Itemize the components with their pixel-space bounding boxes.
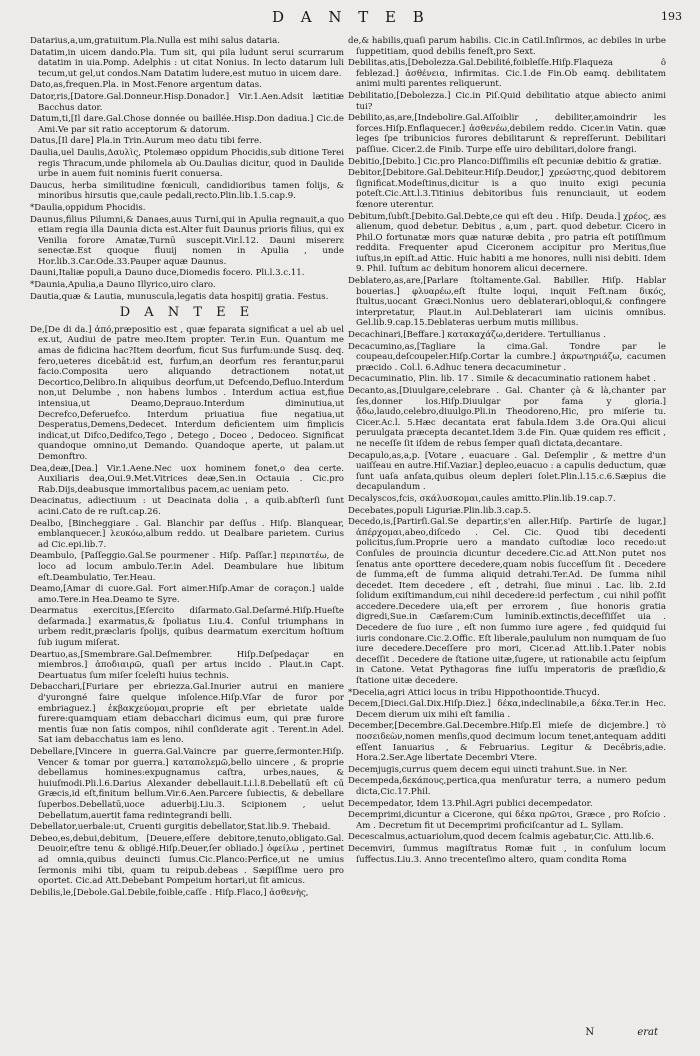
dictionary-entry: Debacchari,[Furiare per ebriezza.Gal.Inurier autrui en maniere d'yurongné faire quelque inſolence.Hiſp.Vſar de furor por embriaguez.] ἐκβακχεύομαι,proprie eſt per ebrietate ualde furere:quamquam etiam debacchari dicimus eum, qui præ furore mentis ſuæ non ſatis compos, nihil conſiderate agit . Terent.in Adel. Sat iam debacchatus iam es leno. [30,682,344,746]
page-number: 193 [661,10,682,23]
dictionary-entry: Debilitatio,[Debolezza.] Cic.in Piſ.Quid debilitatio atque abiecto animi tui? [348,90,666,112]
dictionary-entry: Decempeda,δεκάπους,pertica,qua menſuratur terra, a numero pedum dicta,Cic.17.Phil. [348,776,666,797]
dictionary-entry: Decem,[Dieci.Gal.Dix.Hiſp.Diez.] δέκα,indeclinabile,a δέκα.Ter.in Hec. Decem dierum uix mihi eſt familia . [348,699,666,720]
dictionary-entry: Debitor,[Debitore.Gal.Debiteur.Hiſp.Deudor,] χρεώστης,quod debitorem ſignificat.Modeſtinus,dicitur is a quo inuito exigi pecunia poteſt.Cic.Att.l.3.Titinius debitoribus ſuis renunciauit, ut eodem fœnore uterentur. [348,168,666,210]
dictionary-entry: Debellare,[Vincere in guerra.Gal.Vaincre par guerre,ſermonter.Hiſp. Vencer & tomar por guerra.] καταπολεμῶ,bello uincere , & proprie debellamus homines:expugnamus caſtra, urbes,naues, & huiuſmodi.Pli.l.6.Darius Alexander debellauit.Li.l.8.Debellatū eſt cū Græcis,id eſt,finitum bellum.Vir.6.Aen.Parcere ſubiectis, & debellare ſuperbos.Debellatū,uoce aduerbij.Liu.3. Scipionem , uelut Debellatum,auertit fama redintegrandi belli. [30,747,344,821]
dictionary-entry: Decedo,is,[Partirſi.Gal.Se departir,s'en aller.Hiſp. Partirſe de lugar,] ἀπέρχομαι,abeo,diſcedo . Cel. Cic. Quod tibi decedenti policitus,ſum.Proprie uero a mandato cuſtodiæ loco recedo:ut Conſules de prouincia dicuntur decedere.Cic.ad Att.Non putet nos ſenatus ante oporttere decedere,quam nobis ſucceſſum ſit . Decedere de ſumma,eſt de ſumma aliquid detrahi.Ter.Ad. De ſumma nihil decedet. Item decedere , eſt , detrahi, ſiue minui . Lac. lib. 2.Id ſolidum exiſtimandum,cui nihil decedere:id perfectum , cui nihil poſſit accedere.Decedere uia,eſt per errorem , ſiue honoris gratia digredi,Sue.in Cæſarem:Cum luminib.extinctis,deceſſiſſet uia . Decedere de ſuo iure , eſt non ſummo iure agere , fed quidquid ſui iuris condonare.Cic.2.Offic. Eſt liberale,paululum non numquam de ſuo iure decedere.Deceſſere pro mori, Cicer.ad Att.lib.1.Pater nobis deceſſit . Decedere de ſtatione uitæ,ſugere, ut rationabile actu ſeipſum in Catone. Vetat Pythagoras fine iuſſu imperatoris de præſidio,& ſtatione uitæ decedere. [348,517,666,687]
right-column [348,36,666,866]
header-title: D A N T E B [272,8,430,26]
dictionary-entry: Debeo,es,debui,debitum, [Deuere,eſſere debitore,tenuto,obligato.Gal. Deuoir,eſtre tenu & obligé.Hiſp.Deuer,ſer obliado.] ὀφείλω , pertinet ad omnia,quibus deuincti ſumus.Cic.Planco:Perfice,ut ne umius ſermonis mihi tibi, quam tu reipub.debeas . Sæpiſſime uero pro oportet. Cic.ad Att.Debebant Pompeium hortari,ut ſit amicus. [30,833,344,887]
dictionary-entry: Debilis,le,[Debole.Gal.Debile,foible,caſſe . Hiſp.Flaco,] ἀσθενὴς, [30,887,309,898]
dictionary-entry: Dauni,Italiæ populi,a Dauno duce,Diomedis focero. Pli.l.3.c.11. [30,268,305,279]
dictionary-entry: Dator,ris,[Datore.Gal.Donneur.Hisp.Donador.] Vir.1.Aen.Adsit lætitiæ Bacchus dator. [30,91,344,113]
dictionary-entry: *Decelia,agri Attici locus in tribu Hippothoontide.Thucyd. [348,687,600,698]
dictionary-entry: Decalyscos,fcis, σκάλυσκομαι,caules amitto.Plin.lib.19.cap.7. [348,493,616,504]
dictionary-entry: Decemprimi,dicuntur a Cicerone, qui δέκα πρῶτοι, Græce , pro Roſcio . Am . Decretum fit ut Decemprimi proficiſcantur ad L. Syllam. [348,810,666,831]
dictionary-entry: Decemviri, ſummus magiſtratus Romæ fuit , in conſulum locum ſuffectus.Liu.3. Anno trecenteſimo altero, quam condita Roma [348,843,666,865]
dictionary-entry: De,[De di da.] ἀπό,præpositio est , quæ feparata significat a uel ab uel ex.ut, Audiui de patre meo.Item propter. Ter.in Eun. Quantum me amas de fidicina hac?Item deorfum, ficut Sus furfum:unde Susq. deq. fero,ueteres dicebāt:id est, furfum,an deorfum res ferantur,parui facio.Composita uero aliquando detractionem notat,ut Decortico,Delibro.In aliquibus deorfum,ut Defcendo,Defluo.Interdum non,ut Delumbe , non habens lumbos . Interdum actiua est,fiue intensiua,ut Deamo,Deprauo.Interdum diminutiua,ut Decrefco,Deferuefco. Interdum priuatiua fiue negatiua,ut Desperatus,Demens,Dedecet. Interdum deficientem uim fimplicis indicat,ut Difco,Dedifco,Tego , Detego , Doceo , Dedoceo. Significat quandoque omnino,ut Demando. Quandoque aperte, ut palam.ut Demonftro. [30,324,344,462]
dictionary-entry: Deamo,[Amar di cuore.Gal. Fort aimer.Hiſp.Amar de coraçon.] ualde amo.Tere.in Hea.Deamo te Syre. [30,584,344,605]
page-footer [585,1027,658,1038]
dictionary-entry: Decachinari,[Beffare.] κατακαχάζω,deridere. Tertullianus . [348,330,606,341]
catchword: erat [637,1027,658,1038]
signature-mark: N [585,1027,595,1038]
dictionary-entry: Deacinatus, adiectiuum : ut Deacinata dolia , a quib.abſterſi ſunt acini.Cato de re ruſt.cap.26. [30,496,344,517]
dictionary-entry: Decacuminatio, Plin. lib. 17 . Simile & decacuminatio rationem habet . [348,374,656,385]
dictionary-entry: *Daulia,oppidum Phocidis. [30,202,146,213]
left-entries-bottom [30,325,344,898]
dictionary-entry: Decapulo,as,a,p. [Votare , euacuare . Gal. Deſemplir , & mettre d'un uaiſſeau en autre.Hiſ.Vaziar.] depleo,euacuo : a capulis deductum, quæ ſunt uaſa anſata,quibus oleum depleri ſolet.Plin.l.15.c.6.Sæpius die decapulandum . [348,450,666,493]
dictionary-entry: Debellator,uerbale:ut, Cruenti gurgitis debellator,Stat.lib.9. Thebaid. [30,822,331,833]
section-heading [30,305,344,321]
dictionary-entry: Deambulo, [Paſſeggio.Gal.Se pourmener . Hiſp. Paſſar.] περιπατέω, de loco ad locum ambulo.Ter.in Adel. Deambulare hue libitum eſt.Deambulatio, Ter.Heau. [30,551,344,583]
dictionary-entry: Decacumino,as,[Tagliare la cima.Gal. Tondre par le coupeau,deſcoupeler.Hiſp.Cortar la cumbre.] ἀκρωτηριάζω, cacumen præcido . Col.l. 6.Adhuc tenera decacuminetur . [348,341,666,373]
dictionary-entry: Datus,[Il dare] Pla.in Trin.Aurum meo datu tibi ferre. [30,136,262,147]
dictionary-entry: Decempedator, Idem 13.Phil.Agri publici decempedator. [348,798,593,809]
dictionary-entry: Decescalmus,actuariolum,quod decem ſcalmis agebatur,Cic. Atti.lib.6. [348,832,654,843]
section-heading-text: D A N T E E [119,305,255,321]
left-column [30,36,344,899]
dictionary-entry: Datarius,a,um,gratuitum.Pla.Nulla est mihi salus dataria. [30,36,280,46]
running-header [0,8,700,30]
left-entries-top [30,36,344,302]
dictionary-entry: December,[Decembre.Gal.Decembre.Hiſp.El mieſe de dicjembre.] τὸ ποσειδεὼν,nomen menſis,quod decimum locum tenet,antequam additi eſſent Ianuarius , & Februarius. Legitur & Decēbris,adie. Hora.2.Ser.Age libertate Decembri Vtere. [348,721,666,764]
dictionary-entry: Debitio,[Debito.] Cic.pro Planco:Diſſimilis eſt pecuniæ debitio & gratiæ. [348,156,662,167]
dictionary-entry: Daulia,uel Daulis,Δαυλὶς, Ptolemæo oppidum Phocidis,sub ditione Terei regis Thracum,unde philomela ab Ou.Daulias dicitur, quod in Daulide urbe in auem fuit nominis fuerit conuersa. [30,147,344,180]
dictionary-entry: Daunus,filius Pilumni,& Danaes,auus Turni,qui in Apulia regnauit,a quo etiam regia illa Daunia dicta est.Alter fuit Daunus prioris filius, qui ex Venilia forore Amatæ,Turnū suscepit.Vir.l.12. Dauni misererɛ senectæ.Est quoque fluuij nomen in Apulia , unde Hor.lib.3.Car.Ode.33.Pauper aquæ Daunus. [30,214,344,267]
dictionary-entry: Dea,deæ,[Dea.] Vir.1.Aene.Nec uox hominem fonet,o dea certe. Auxiliaris dea,Oui.9.Met.Vitrices deæ,Sen.in Octauia . Cic.pro Rab.Dijs,deabusque immortalibus pacem,ac ueniam peto. [30,463,344,495]
dictionary-entry: de,& habilis,quaſi parum habilis. Cic.in Catil.Inſirmos, ac debiles in urbe ſuppetitiam, quod debilis feneſt,pro Sext. [348,36,666,57]
dictionary-entry: Debilitas,atis,[Debolezza.Gal.Debilité,foibleſſe.Hiſp.Flaqueza ô feblezad.] ἀσθένεια, infirmitas. Cic.1.de Fin.Ob eamq. debilitatem animi multi parentes reliquerunt. [348,58,666,90]
dictionary-entry: Datatim,in uicem dando.Pla. Tum sit, qui pila ludunt serui scurrarum datatim in uia.Pomp. Adelphis : ut citat Nonius. In lecto datarum luli tecum,ut gel,ut condos.Nam Datatim ludere,est mutuo in uicem dare. [30,47,344,79]
dictionary-entry: Debilito,as,are,[Indebolire.Gal.Aſſoiblir , debiliter,amoindrir les forces.Hiſp.Enflaquecer.] ἀσθενέω,debilem reddo. Cicer.in Vatin. quæ leges ſpe tribunicios furores debilitarunt & repreſſerunt. Debilitari paſſiue. Cicer.2.de Finib. Turpe eſſe uiro debilitari,dolore frangi. [348,113,666,155]
dictionary-entry: Decemjugis,currus quem decem equi uincti trahunt.Sue. in Ner. [348,764,628,775]
dictionary-entry: Dealbo, [Bincheggiare . Gal. Blanchir par deſſus . Hiſp. Blanquear, emblanquecer.] λευκόω,album reddo. ut Dealbare parietem. Curius ad Cic.epi.lib.7. [30,518,344,550]
dictionary-entry: Dearmatus exercitus,[Eſercito diſarmato.Gal.Deſarmé.Hiſp.Hueſte deſarmada.] exarmatus,& ſpoliatus Liu.4. Conſul triumphans in urbem redit,præclaris ſpolijs, quibus dearmatum exercitum hoſtium ſub iugum miſerat. [30,606,344,649]
right-entries [348,36,666,865]
dictionary-entry: Dato,as,frequen.Pla. in Most.Fenore argentum datas. [30,80,262,91]
dictionary-entry: Debitum,ſubſt.[Debito.Gal.Debte,ce qui eſt deu . Hiſp. Deuda.] χρέος, æs alienum, quod debetur. Debitus , a,um , part. quod debetur. Cicero in Phil.O fortunatæ mors quæ naturæ debita , pro patria eſt potiſſimum reddita. Frequenter apud Ciceronem accipitur pro Meritus,ſiue iuſtus,in epiſt.ad Attic. Huic habiti a me honores, nulli nisi debiti. Idem 9. Phil. Iuſtum ac debitum honorem alicui decernere. [348,211,666,275]
dictionary-entry: Dautia,quæ & Lautia, munuscula,legatis data hospitij gratia. Festus. [30,291,329,302]
dictionary-entry: Decanto,as,[Diuulgare,celebrare . Gal. Chanter çà & là,chanter par ſes,donner los.Hiſp.Diuulgar por fama y gloria.] ᾄδω,laudo,celebro,diuulgo.Pli.in Theodoreno,Hic, pro miſerie tu. Cicer.Ac.l. 5.Hæc decantata erat fabula.Idem 3.de Ora.Qui alicui peruulgata præcepta decantet.Idem 3.de Fin. Quæ quidem res efficit , ne neceſſe ſit iſdem de rebus ſemper quaſi dictata,decantare. [348,386,666,449]
dictionary-entry: Datum,ti,[Il dare.Gal.Chose donnée ou baillée.Hisp.Don dadiua.] Cic.de Ami.Ve par sit ratio acceptorum & datorum. [30,114,344,135]
dictionary-entry: Decebates,populi Liguriæ.Plin.lib.3.cap.5. [348,505,532,516]
dictionary-entry: *Daunia,Apulia,a Dauno Illyrico,uiro claro. [30,280,216,291]
dictionary-entry: Deartuo,as,[Smembrare.Gal.Deſmembrer. Hiſp.Deſpedaçar en miembros.] ἀποδιαιρῶ, quaſi per artus incido . Plaut.in Capt. Deartuatus ſum miſer ſceleſti huius technis. [30,649,344,681]
dictionary-entry: Deblatero,as,are,[Parlare ſtoltamente.Gal. Babiller. Hiſp. Hablar bouerias.] φλυαρέω,eſt ſtulte loqui, inquit Feſt.nam δικός, ſtultus,uocant Græci.Nonius uero deblaterari,obloqui,& confingere interpretatur, Plaut.in Aul.Deblaterari iam uicinis omnibus. Gel.lib.9.cap.15.Deblateras uerbum mutis millibus. [348,276,666,329]
dictionary-entry: Daucus, herba similitudine fœniculi, candidioribus tamen folijs, & minoribus hirsutis que,caule pedali,recto.Plin.lib.1.5.cap.9. [30,180,344,202]
